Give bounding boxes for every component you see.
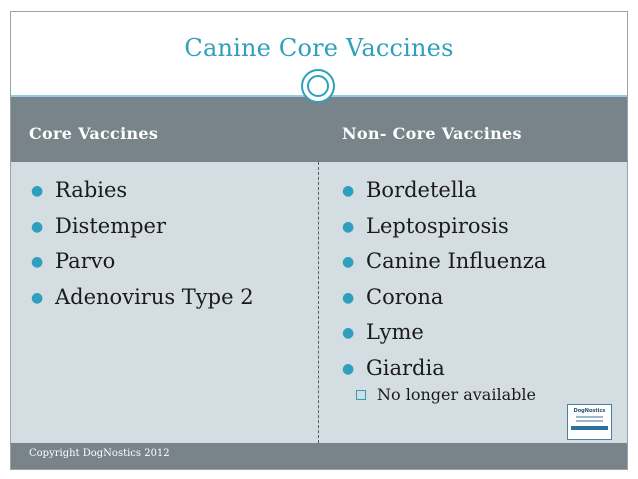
list-item-label: Adenovirus Type 2 xyxy=(55,284,254,309)
bullet-icon: ● xyxy=(31,183,44,199)
list-item xyxy=(31,212,254,248)
bullet-icon: ● xyxy=(31,254,44,270)
list-item xyxy=(342,318,546,354)
bullet-icon: ● xyxy=(342,183,355,199)
bullet-icon: ● xyxy=(31,289,44,306)
list-item xyxy=(31,176,254,212)
list-item xyxy=(31,283,254,319)
copyright-text: Copyright DogNostics 2012 xyxy=(29,448,170,459)
bullet-icon: ● xyxy=(342,289,355,306)
list-item xyxy=(342,283,546,319)
non-core-vaccines-list xyxy=(342,176,546,389)
dognostics-logo xyxy=(567,404,612,440)
logo-bar xyxy=(571,426,608,430)
core-vaccines-header: Core Vaccines xyxy=(29,124,159,143)
list-item-label: Lyme xyxy=(366,320,424,344)
list-item-label: Giardia xyxy=(366,355,445,380)
list-item xyxy=(342,247,546,283)
logo-line xyxy=(576,416,603,418)
bullet-icon: ● xyxy=(342,254,355,270)
ring-ornament-icon xyxy=(301,69,335,103)
list-item xyxy=(342,212,546,248)
list-item xyxy=(342,354,546,390)
bullet-icon: ● xyxy=(342,360,355,377)
slide-title: Canine Core Vaccines xyxy=(184,34,454,62)
list-item-label: Leptospirosis xyxy=(366,213,509,238)
bullet-icon: ● xyxy=(342,218,355,235)
core-vaccines-list xyxy=(31,176,254,318)
giardia-note xyxy=(356,385,536,404)
logo-wordmark: DogNostics xyxy=(573,408,606,414)
bullet-icon: ● xyxy=(342,325,355,341)
column-divider xyxy=(318,162,319,443)
hollow-square-bullet-icon xyxy=(356,390,366,400)
logo-line xyxy=(576,420,603,422)
list-item-label: Corona xyxy=(366,284,444,309)
list-item-label: Rabies xyxy=(55,178,128,202)
list-item-label: Bordetella xyxy=(366,178,477,202)
giardia-note-label: No longer available xyxy=(377,385,536,404)
list-item-label: Distemper xyxy=(55,213,167,238)
list-item-label: Parvo xyxy=(55,249,116,273)
list-item-label: Canine Influenza xyxy=(366,249,547,273)
list-item xyxy=(342,176,546,212)
list-item xyxy=(31,247,254,283)
non-core-vaccines-header: Non- Core Vaccines xyxy=(342,124,522,143)
bullet-icon: ● xyxy=(31,218,44,235)
